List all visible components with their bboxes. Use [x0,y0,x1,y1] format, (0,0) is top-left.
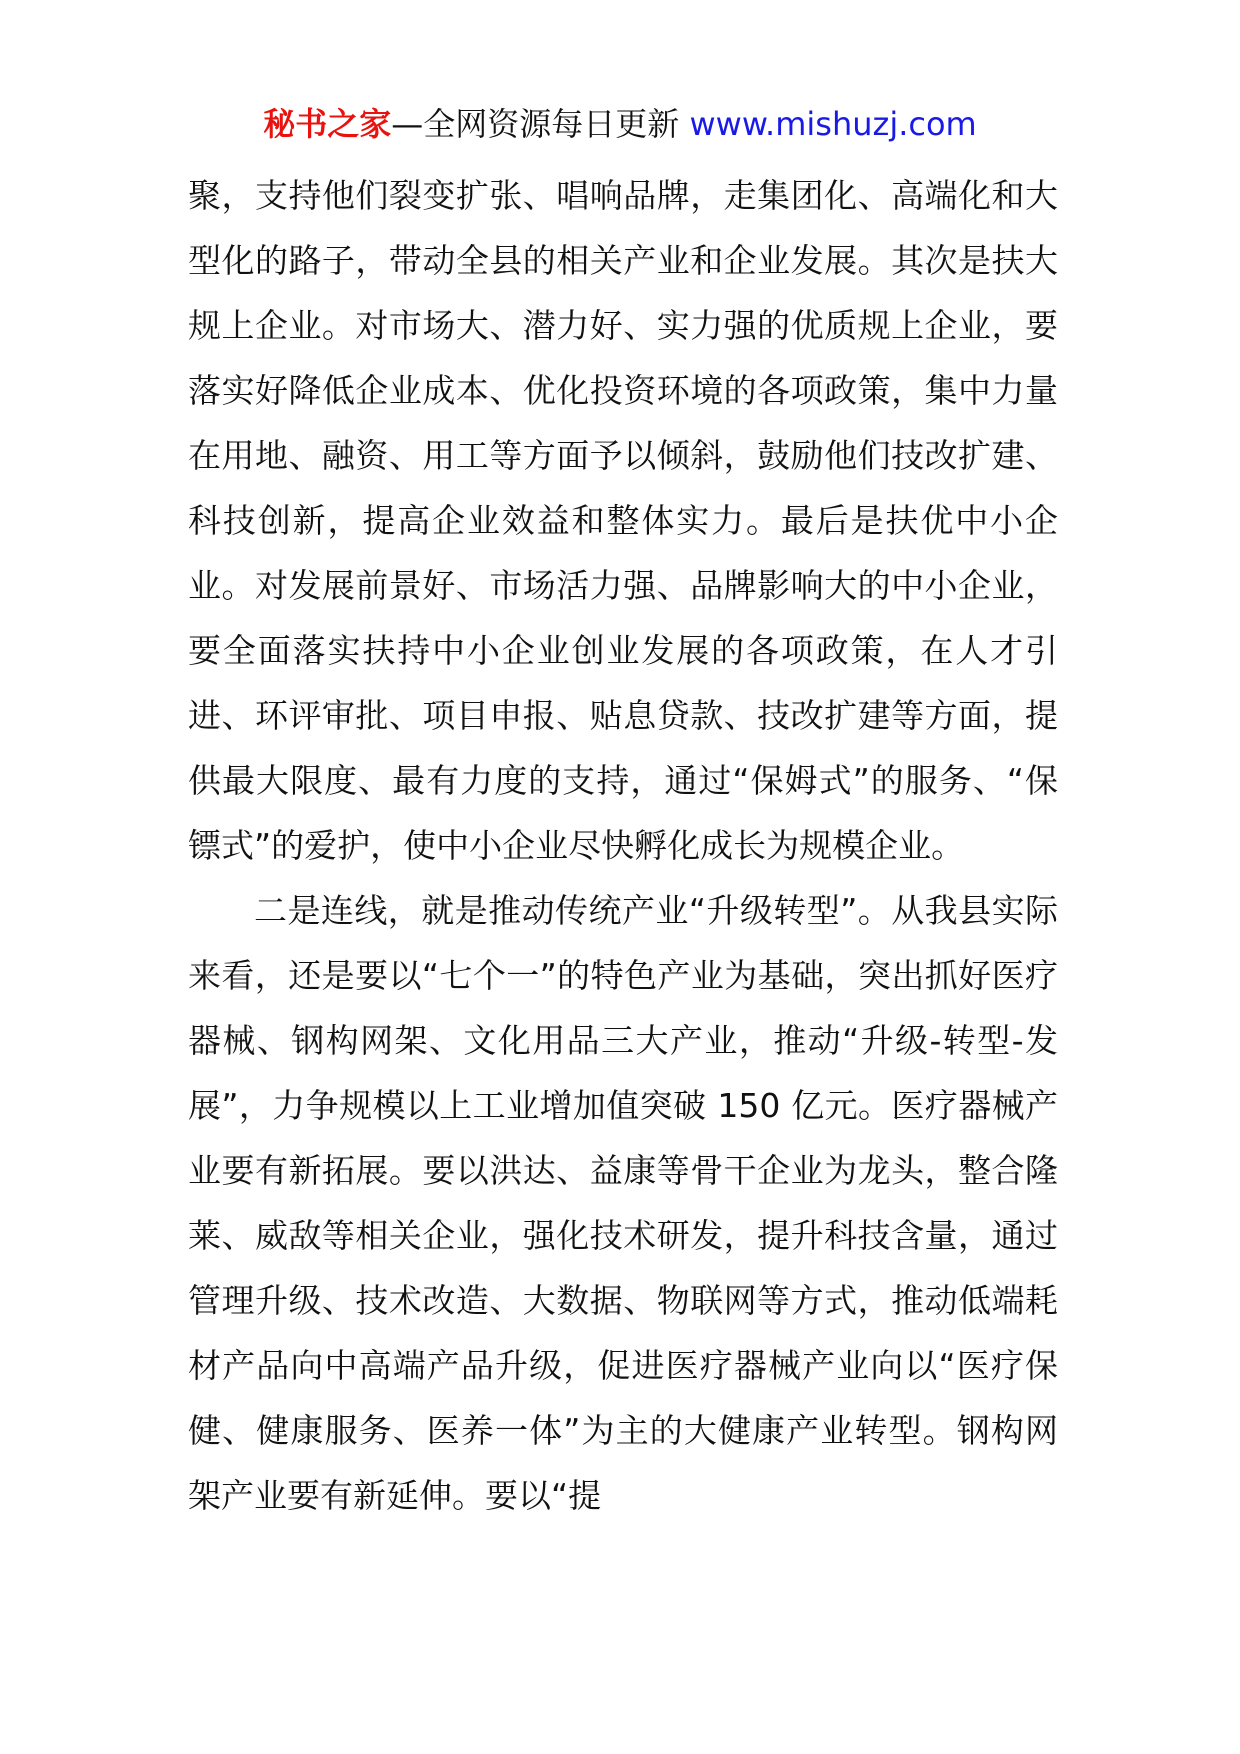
page-header [0,102,1240,146]
paragraph-continuation: 聚，支持他们裂变扩张、唱响品牌，走集团化、高端化和大型化的路子，带动全县的相关产业和企业发展。其次是扶大规上企业。对市场大、潜力好、实力强的优质规上企业，要落实好降低企业成本、优化投资环境的各项政策，集中力量在用地、融资、用工等方面予以倾斜，鼓励他们技改扩建、科技创新，提高企业效益和整体实力。最后是扶优中小企业。对发展前景好、市场活力强、品牌影响大的中小企业，要全面落实扶持中小企业创业发展的各项政策，在人才引进、环评审批、项目申报、贴息贷款、技改扩建等方面，提供最大限度、最有力度的支持，通过“保姆式”的服务、“保镖式”的爱护，使中小企业尽快孵化成长为规模企业。 [188,176,1058,865]
header-brand: 秘书之家 [263,105,392,143]
document-body [188,163,1058,1528]
header-tagline: —全网资源每日更新 [391,105,690,143]
paragraph-second-point: 二是连线，就是推动传统产业“升级转型”。从我县实际来看，还是要以“七个一”的特色产业为基础，突出抓好医疗器械、钢构网架、文化用品三大产业，推动“升级-转型-发展”，力争规模以上工业增加值突破 150 亿元。医疗器械产业要有新拓展。要以洪达、益康等骨干企业为龙头，整合隆莱、威敌等相关企业，强化技术研发，提升科技含量，通过管理升级、技术改造、大数据、物联网等方式，推动低端耗材产品向中高端产品升级，促进医疗器械产业向以“医疗保健、健康服务、医养一体”为主的大健康产业转型。钢构网架产业要有新延伸。要以“提 [188,891,1058,1515]
header-url-link[interactable]: www.mishuzj.com [689,105,977,143]
